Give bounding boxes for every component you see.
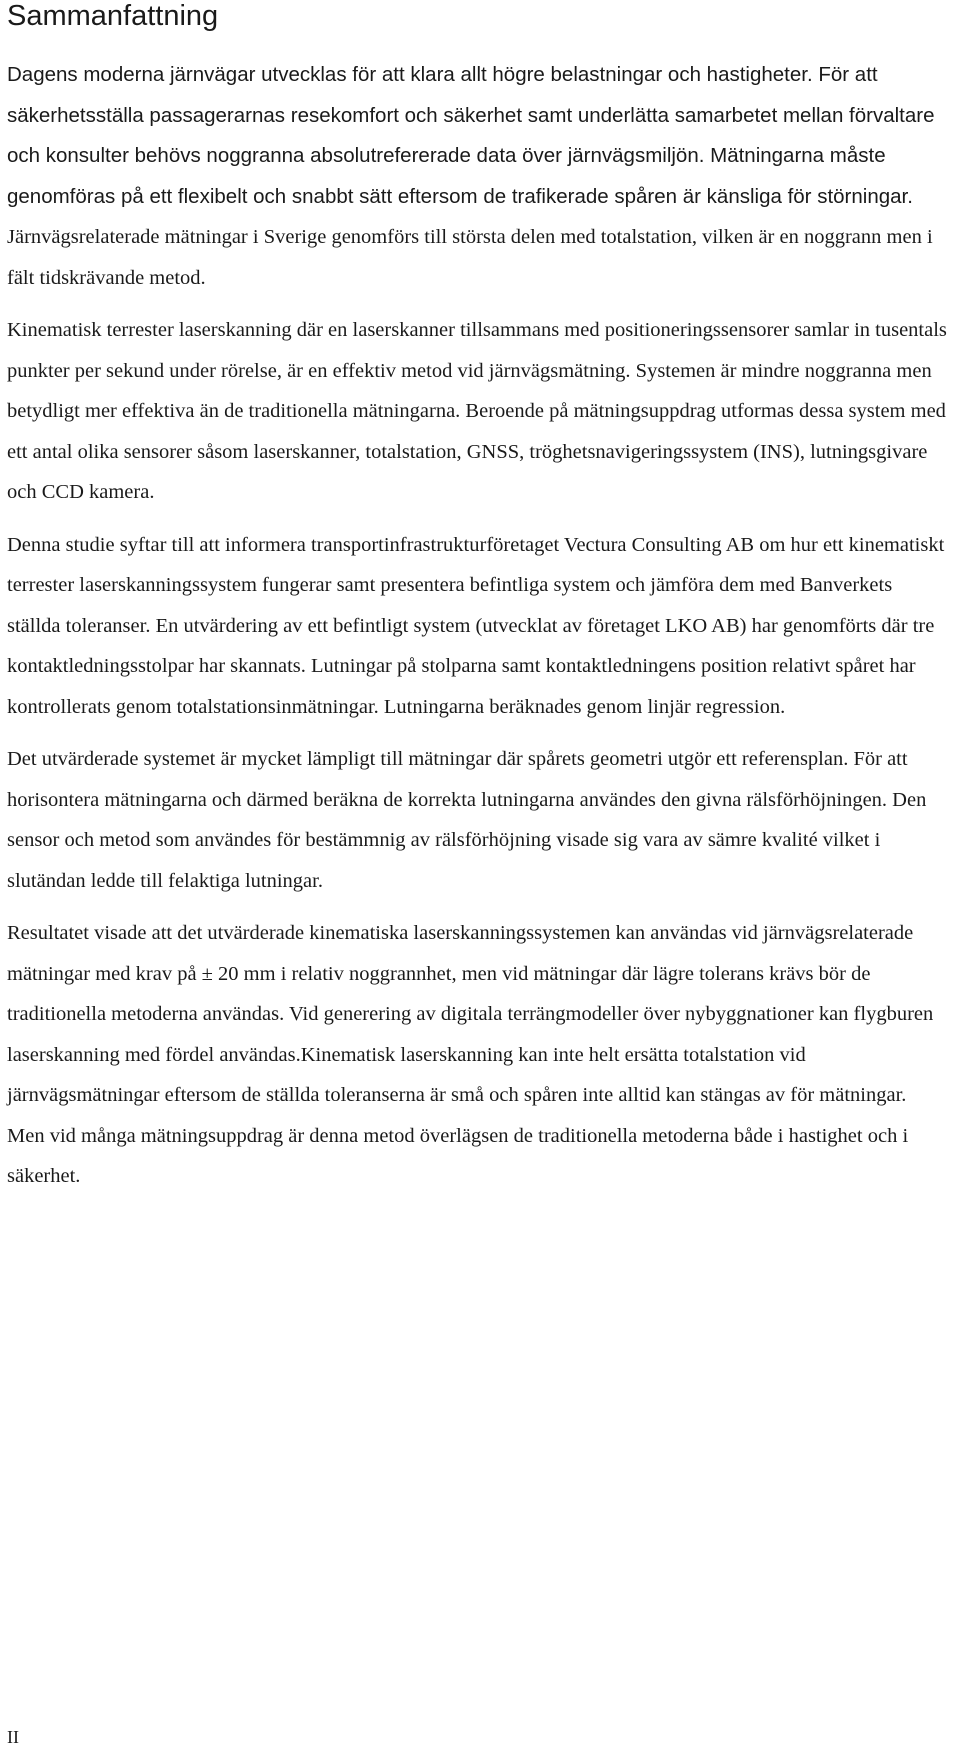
paragraph-results: Resultatet visade att det utvärderade kinematiska laserskanningssystemen kan användas vid järnvägsrelaterade mätningar med krav på ± 20 mm i relativ noggrannhet, men vid mätningar där lägre tolerans krävs bör de traditionella metoderna användas. Vid generering av digitala terrängmodeller över nybyggnationer kan flygburen laserskanning med fördel användas.Kinematisk laserskanning kan inte helt ersätta totalstation vid järnvägsmätningar eftersom de ställda toleranserna är små och spåren inte alltid kan stängas av för mätningar. Men vid många mätningsuppdrag är denna metod överlägsen de traditionella metoderna både i hastighet och i säkerhet. <box>7 922 934 1187</box>
document-page <box>7 0 947 1197</box>
paragraph-study-purpose: Denna studie syftar till att informera transportinfrastrukturföretaget Vectura Consulting AB om hur ett kinematiskt terrester laserskanningssystem fungerar samt presentera befintliga system och jämföra dem med Banverkets ställda toleranser. En utvärdering av ett befintligt system (utvecklat av företaget LKO AB) har genomförts där tre kontaktledningsstolpar har skannats. Lutningar på stolparna samt kontaktledningens position relativt spåret har kontrollerats genom totalstationsinmätningar. Lutningarna beräknades genom linjär regression. <box>7 533 945 718</box>
paragraph-evaluated-system: Det utvärderade systemet är mycket lämpligt till mätningar där spårets geometri utgör ett referensplan. För att horisontera mätningarna och därmed beräkna de korrekta lutningarna användes den givna rälsförhöjningen. Den sensor och metod som användes för bestämmnig av rälsförhöjning visade sig vara av sämre kvalité vilket i slutändan ledde till felaktiga lutningar. <box>7 748 927 892</box>
intro-text-serif: Järnvägsrelaterade mätningar i Sverige genomförs till största delen med totalstation, vilken är en noggrann men i fält tidskrävande metod. <box>7 226 933 289</box>
page-title: Sammanfattning <box>7 0 219 32</box>
intro-text-sans: Dagens moderna järnvägar utvecklas för att klara allt högre belastningar och hastigheter. För att säkerhetsställa passagerarnas resekomfort och säkerhet samt underlätta samarbetet mellan förvaltare och konsulter behövs noggranna absolutrefererade data över järnvägsmiljön. Mätningarna måste genomföras på ett flexibelt och snabbt sätt eftersom de trafikerade spåren är känsliga för störningar. <box>7 63 935 208</box>
paragraph-kinematic: Kinematisk terrester laserskanning där en laserskanner tillsammans med positioneringssensorer samlar in tusentals punkter per sekund under rörelse, är en effektiv metod vid järnvägsmätning. Systemen är mindre noggranna men betydligt mer effektiva än de traditionella mätningarna. Beroende på mätningsuppdrag utformas dessa system med ett antal olika sensorer såsom laserskanner, totalstation, GNSS, tröghetsnavigeringssystem (INS), lutningsgivare och CCD kamera. <box>7 319 947 503</box>
page-number: II <box>7 1727 19 1747</box>
intro-paragraph <box>7 55 947 298</box>
